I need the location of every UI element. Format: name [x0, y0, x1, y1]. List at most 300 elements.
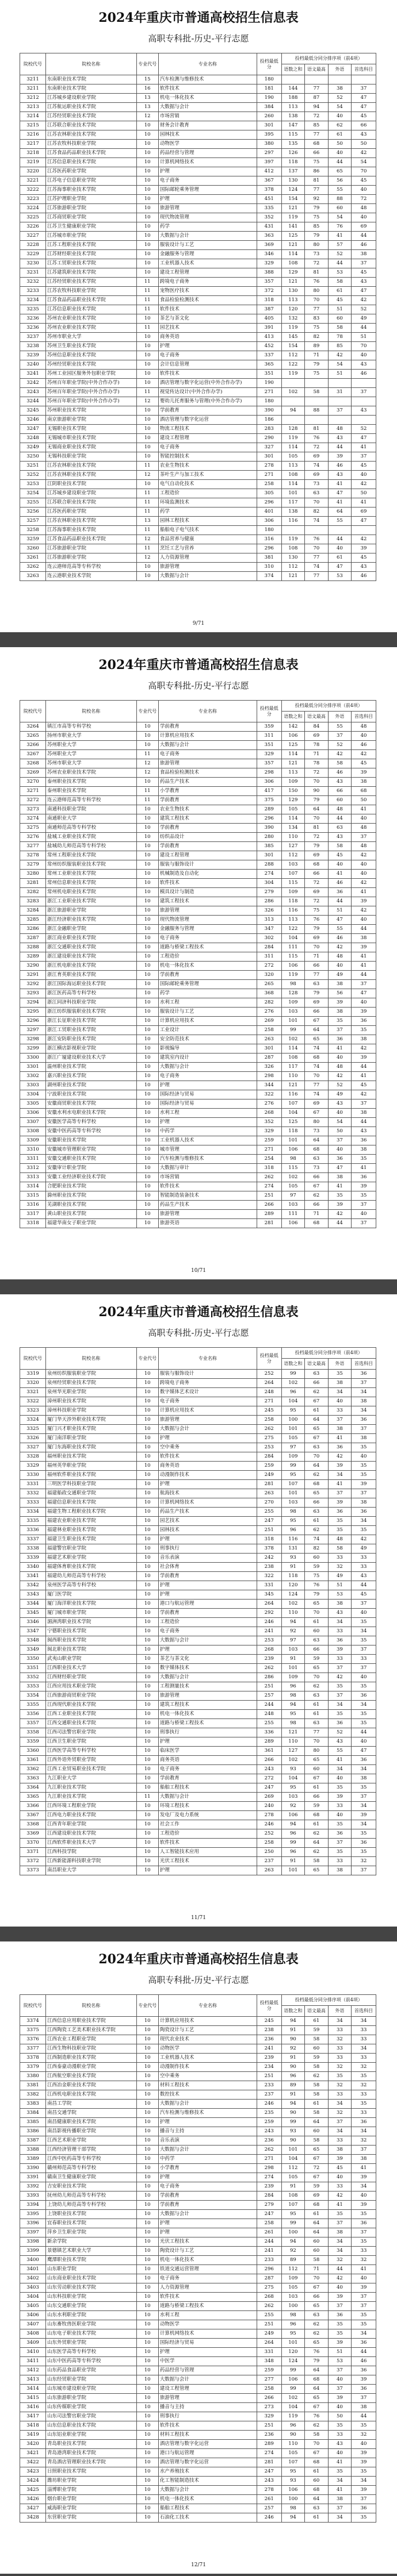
- table-cell: 32: [352, 2063, 376, 2072]
- table-cell: 262: [257, 1425, 281, 1434]
- table-row: [20, 787, 376, 796]
- table-cell: 3282: [20, 888, 46, 897]
- table-cell: 常州工业职业技术学院: [46, 870, 137, 879]
- document-page: [0, 1941, 397, 2574]
- table-cell: 99: [281, 1370, 305, 1379]
- table-cell: 67: [305, 1182, 329, 1191]
- table-cell: 34: [352, 1820, 376, 1829]
- table-cell: 苏州百年职业学院(中外合作办学): [46, 397, 137, 406]
- table-cell: 山东职业学院: [46, 2265, 137, 2274]
- table-cell: 温州职业技术学院: [46, 1063, 137, 1072]
- table-cell: 258: [257, 2385, 281, 2394]
- table-cell: 43: [352, 130, 376, 140]
- table-cell: 3249: [20, 443, 46, 452]
- table-cell: 63: [305, 2504, 329, 2513]
- table-row: [20, 759, 376, 768]
- table-cell: 电子商务: [158, 750, 257, 759]
- table-cell: 福建艺术职业学院: [46, 1554, 137, 1563]
- table-row: [20, 1664, 376, 1673]
- table-cell: 97: [281, 1636, 305, 1645]
- table-cell: 3251: [20, 462, 46, 471]
- table-cell: 10: [136, 1118, 158, 1127]
- table-cell: 239: [257, 2054, 281, 2063]
- table-cell: 37: [352, 1425, 376, 1434]
- table-cell: 36: [352, 2219, 376, 2228]
- table-cell: 10: [136, 1201, 158, 1210]
- table-cell: 大数据与会计: [158, 2100, 257, 2109]
- table-cell: 10: [136, 2100, 158, 2109]
- table-cell: 53: [328, 2357, 352, 2366]
- table-cell: 36: [328, 1443, 352, 1452]
- table-cell: 335: [257, 204, 281, 213]
- table-cell: 10: [136, 2228, 158, 2237]
- table-cell: 64: [305, 2118, 329, 2127]
- table-cell: 山东外贸职业学院: [46, 2339, 137, 2348]
- table-cell: 61: [305, 1710, 329, 1719]
- table-cell: 74: [305, 1063, 329, 1072]
- table-cell: 44: [328, 535, 352, 544]
- table-cell: 48: [352, 824, 376, 833]
- table-cell: 湄洲湾职业技术学院: [46, 1618, 137, 1627]
- table-cell: 72: [352, 195, 376, 204]
- table-cell: 滁州职业技术学院: [46, 1191, 137, 1201]
- table-cell: 3222: [20, 186, 46, 195]
- table-cell: 63: [305, 2311, 329, 2320]
- table-cell: 112: [281, 851, 305, 860]
- table-cell: 3256: [20, 507, 46, 517]
- table-cell: 江西中医药高等专科学校: [46, 2155, 137, 2164]
- table-cell: 104: [281, 2155, 305, 2164]
- table-cell: 65: [305, 2394, 329, 2403]
- table-cell: 道路与桥梁工程技术: [158, 2302, 257, 2311]
- table-row: [20, 195, 376, 204]
- table-cell: 46: [328, 768, 352, 778]
- table-cell: 103: [281, 1793, 305, 1802]
- table-cell: 国际经济与贸易: [158, 2339, 257, 2348]
- table-cell: 63: [328, 824, 352, 833]
- table-cell: 60: [305, 1627, 329, 1636]
- table-cell: 109: [281, 1673, 305, 1682]
- table-cell: 55: [328, 925, 352, 934]
- table-cell: 福建卫生职业技术学院: [46, 1535, 137, 1544]
- table-cell: 物流工程技术: [158, 425, 257, 434]
- table-cell: 11: [136, 278, 158, 287]
- table-cell: 118: [281, 897, 305, 906]
- column-header: 外语: [328, 64, 352, 75]
- table-cell: 304: [257, 879, 281, 888]
- table-cell: 41: [352, 2164, 376, 2173]
- table-cell: 119: [281, 971, 305, 980]
- table-cell: 10: [136, 2440, 158, 2449]
- table-cell: 42: [328, 1673, 352, 1682]
- table-cell: 3287: [20, 934, 46, 943]
- table-cell: 模具设计与制造: [158, 888, 257, 897]
- table-row: [20, 2219, 376, 2228]
- table-cell: 60: [328, 204, 352, 213]
- table-cell: 37: [352, 1219, 376, 1228]
- table-cell: 3409: [20, 2339, 46, 2348]
- table-cell: 92: [281, 2247, 305, 2256]
- table-cell: 240: [257, 1802, 281, 1811]
- table-cell: 64: [305, 2385, 329, 2394]
- table-cell: 10: [136, 860, 158, 870]
- table-cell: 3237: [20, 333, 46, 342]
- table-cell: 酒店管理与数字化运营(中外合作办学): [158, 379, 257, 388]
- table-cell: 58: [305, 2431, 329, 2440]
- table-cell: 42: [328, 750, 352, 759]
- table-cell: 66: [305, 1379, 329, 1388]
- table-cell: 学前教育: [158, 1572, 257, 1581]
- table-cell: 37: [352, 1379, 376, 1388]
- table-cell: 34: [328, 2100, 352, 2109]
- table-cell: 283: [257, 425, 281, 434]
- table-cell: 37: [352, 980, 376, 989]
- table-cell: 290: [257, 434, 281, 443]
- table-cell: 安徽交通职业技术学院: [46, 1155, 137, 1164]
- table-row: [20, 2017, 376, 2026]
- table-cell: 3343: [20, 1590, 46, 1600]
- table-cell: 251: [257, 2320, 281, 2329]
- table-cell: 74: [305, 517, 329, 526]
- table-cell: 36: [328, 1508, 352, 1517]
- table-cell: 江苏农林职业技术学院: [46, 517, 137, 526]
- table-cell: 40: [352, 916, 376, 925]
- table-cell: 243: [257, 2127, 281, 2136]
- table-cell: 3236: [20, 314, 46, 324]
- table-cell: 10: [136, 814, 158, 824]
- table-cell: 10: [136, 158, 158, 167]
- table-cell: 72: [305, 2164, 329, 2173]
- table-cell: 江阴职业技术学院: [46, 480, 137, 489]
- table-row: [20, 750, 376, 759]
- table-cell: 65: [305, 1866, 329, 1875]
- table-cell: 药品经营与管理: [158, 149, 257, 158]
- table-cell: 3279: [20, 860, 46, 870]
- table-cell: 40: [352, 732, 376, 741]
- table-cell: 101: [281, 1136, 305, 1145]
- table-cell: 89: [281, 2256, 305, 2265]
- table-cell: 66: [305, 149, 329, 158]
- table-cell: 70: [305, 296, 329, 305]
- table-row: [20, 112, 376, 121]
- table-cell: 331: [257, 1581, 281, 1590]
- table-cell: 10: [136, 1774, 158, 1783]
- table-cell: 35: [328, 2320, 352, 2329]
- table-cell: 3419: [20, 2431, 46, 2440]
- table-cell: 91: [281, 1655, 305, 1664]
- table-cell: 79: [305, 1590, 329, 1600]
- table-cell: 346: [257, 250, 281, 259]
- table-cell: 山东中医药高等专科学校: [46, 2357, 137, 2366]
- table-cell: 3346: [20, 1618, 46, 1627]
- table-cell: 73: [305, 1164, 329, 1173]
- table-cell: 10: [136, 2090, 158, 2100]
- table-cell: 大数据与会计: [158, 1793, 257, 1802]
- table-cell: 10: [136, 2394, 158, 2403]
- table-cell: 11: [136, 507, 158, 517]
- table-cell: 3261: [20, 553, 46, 563]
- table-cell: 32: [352, 2136, 376, 2146]
- table-cell: 64: [305, 1416, 329, 1425]
- table-cell: 3373: [20, 1866, 46, 1875]
- table-cell: 39: [352, 897, 376, 906]
- table-cell: 10: [136, 1618, 158, 1627]
- table-cell: 福州职业技术学院: [46, 1452, 137, 1462]
- column-header: 外语: [328, 1359, 352, 1370]
- table-cell: 116: [281, 517, 305, 526]
- table-cell: 旅游管理: [158, 1210, 257, 1219]
- table-cell: 3219: [20, 158, 46, 167]
- table-cell: 63: [305, 1370, 329, 1379]
- table-cell: 44: [328, 158, 352, 167]
- table-cell: 40: [352, 1609, 376, 1618]
- table-cell: 41: [328, 2458, 352, 2467]
- table-cell: 软件技术: [158, 370, 257, 379]
- table-cell: 41: [328, 2201, 352, 2210]
- table-cell: 43: [352, 360, 376, 370]
- table-cell: 11: [136, 526, 158, 535]
- table-cell: 66: [305, 1173, 329, 1182]
- table-cell: 37: [352, 452, 376, 462]
- table-cell: 10: [136, 2375, 158, 2385]
- table-cell: 15: [136, 75, 158, 84]
- table-cell: 3329: [20, 1462, 46, 1471]
- table-cell: 58: [305, 2081, 329, 2090]
- table-cell: 安徽工业经济职业技术学院: [46, 1173, 137, 1182]
- table-cell: 269: [257, 1793, 281, 1802]
- table-cell: 69: [305, 452, 329, 462]
- table-cell: 46: [352, 370, 376, 379]
- table-cell: 旅游管理: [158, 759, 257, 768]
- table-cell: 武夷山职业学院: [46, 1655, 137, 1664]
- table-cell: 10: [136, 2339, 158, 2348]
- table-cell: 246: [257, 2513, 281, 2523]
- table-cell: 121: [281, 1081, 305, 1090]
- table-row: [20, 741, 376, 750]
- table-cell: 34: [352, 2477, 376, 2486]
- table-cell: 61: [305, 2467, 329, 2477]
- table-cell: 江西旅游商贸职业学院: [46, 1691, 137, 1701]
- table-cell: 32: [328, 2063, 352, 2072]
- table-cell: 3296: [20, 1017, 46, 1026]
- table-cell: 江西外语外贸职业学院: [46, 1756, 137, 1765]
- table-row: [20, 1554, 376, 1563]
- table-cell: 75: [305, 213, 329, 222]
- table-cell: 236: [257, 2136, 281, 2146]
- table-cell: 35: [352, 2421, 376, 2431]
- table-cell: 临床医学: [158, 1747, 257, 1756]
- table-cell: 244: [257, 2237, 281, 2247]
- table-cell: 106: [281, 1145, 305, 1155]
- table-cell: 107: [281, 1480, 305, 1489]
- table-cell: 242: [257, 1554, 281, 1563]
- table-cell: 3305: [20, 1099, 46, 1109]
- table-row: [20, 370, 376, 379]
- table-cell: 35: [328, 1191, 352, 1201]
- table-cell: 76: [305, 535, 329, 544]
- table-cell: 37: [328, 1691, 352, 1701]
- table-cell: 建筑工程技术: [158, 897, 257, 906]
- table-row: [20, 1701, 376, 1710]
- column-header: 院校代号: [20, 1348, 46, 1370]
- table-cell: 10: [136, 2320, 158, 2329]
- table-cell: 11: [136, 1793, 158, 1802]
- table-cell: 247: [257, 1517, 281, 1526]
- table-cell: 101: [281, 2339, 305, 2348]
- table-cell: 275: [257, 2283, 281, 2293]
- table-cell: 机电一体化技术: [158, 962, 257, 971]
- table-cell: 43: [352, 563, 376, 572]
- table-cell: 大数据与会计: [158, 1673, 257, 1682]
- table-cell: 234: [257, 2063, 281, 2072]
- table-cell: 262: [257, 1664, 281, 1673]
- table-cell: 护理: [158, 2173, 257, 2182]
- table-cell: 91: [281, 2090, 305, 2100]
- table-cell: 3211: [20, 84, 46, 94]
- table-row: [20, 544, 376, 553]
- table-cell: 12: [136, 535, 158, 544]
- page-number: 10/71: [191, 1268, 206, 1274]
- table-cell: 37: [352, 1099, 376, 1109]
- table-cell: 115: [281, 879, 305, 888]
- table-row: [20, 2440, 376, 2449]
- table-cell: 104: [281, 1774, 305, 1783]
- table-cell: 278: [257, 462, 281, 471]
- table-cell: 374: [257, 572, 281, 581]
- table-cell: 82: [305, 507, 329, 517]
- table-cell: 3273: [20, 805, 46, 814]
- table-cell: 安徽审计职业学院: [46, 1164, 137, 1173]
- table-cell: 小学教育: [158, 787, 257, 796]
- table-cell: 306: [257, 778, 281, 787]
- table-row: [20, 342, 376, 351]
- table-cell: 安徽医学高等专科学校: [46, 1118, 137, 1127]
- table-cell: 45: [352, 553, 376, 563]
- table-cell: 65: [305, 1600, 329, 1609]
- table-cell: 3390: [20, 2164, 46, 2173]
- table-cell: 3352: [20, 1673, 46, 1682]
- table-cell: 69: [305, 1099, 329, 1109]
- table-cell: 40: [352, 1737, 376, 1747]
- table-cell: 40: [328, 2375, 352, 2385]
- table-cell: 36: [328, 2311, 352, 2320]
- table-cell: 3369: [20, 1829, 46, 1839]
- table-cell: 3339: [20, 1554, 46, 1563]
- table-cell: 江西软件职业技术大学: [46, 1839, 137, 1848]
- table-cell: 104: [281, 2403, 305, 2412]
- table-cell: 3285: [20, 916, 46, 925]
- table-row: [20, 768, 376, 778]
- table-cell: 江西应用技术职业学院: [46, 1682, 137, 1691]
- table-row: [20, 2256, 376, 2265]
- table-cell: 11: [136, 796, 158, 805]
- table-cell: 船舶工程技术: [158, 1783, 257, 1793]
- table-cell: 食品检验检测技术: [158, 296, 257, 305]
- table-cell: 3380: [20, 2072, 46, 2081]
- table-row: [20, 971, 376, 980]
- table-cell: 37: [352, 259, 376, 268]
- table-cell: 98: [281, 980, 305, 989]
- table-cell: 3368: [20, 1820, 46, 1829]
- table-cell: 3410: [20, 2348, 46, 2357]
- table-cell: 青岛港湾职业技术学院: [46, 2449, 137, 2458]
- table-cell: 电子商务: [158, 176, 257, 186]
- table-cell: 3224: [20, 204, 46, 213]
- table-cell: 浙江长征职业技术学院: [46, 1017, 137, 1026]
- table-cell: 旅游英语: [158, 1219, 257, 1228]
- table-cell: 苏州职业大学: [46, 750, 137, 759]
- table-cell: 271: [257, 471, 281, 480]
- table-cell: 3360: [20, 1747, 46, 1756]
- table-cell: 102: [281, 1173, 305, 1182]
- table-cell: 38: [328, 1379, 352, 1388]
- table-cell: 390: [257, 824, 281, 833]
- table-cell: 42: [328, 943, 352, 952]
- table-cell: 园林工程技术: [158, 517, 257, 526]
- table-cell: 会计信息管理: [158, 360, 257, 370]
- table-row: [20, 952, 376, 962]
- table-cell: 12: [136, 471, 158, 480]
- table-cell: 266: [257, 2394, 281, 2403]
- table-row: [20, 1219, 376, 1228]
- table-cell: 10: [136, 2026, 158, 2035]
- table-row: [20, 535, 376, 544]
- table-cell: 10: [136, 351, 158, 360]
- column-group-header: 投档最低分同分排序项（前4项）: [281, 53, 376, 64]
- table-cell: 安全防范技术: [158, 1035, 257, 1044]
- table-cell: 39: [352, 1480, 376, 1489]
- table-cell: 13: [136, 103, 158, 112]
- table-cell: 137: [281, 167, 305, 176]
- table-cell: 72: [305, 112, 329, 121]
- table-cell: 淄博职业学院: [46, 2486, 137, 2495]
- table-cell: 77: [305, 572, 329, 581]
- table-row: [20, 158, 376, 167]
- table-cell: 41: [328, 1756, 352, 1765]
- table-cell: 329: [257, 259, 281, 268]
- table-cell: 大数据与会计: [158, 1425, 257, 1434]
- table-cell: 10: [136, 1498, 158, 1508]
- table-cell: 10: [136, 480, 158, 489]
- table-cell: 251: [257, 1191, 281, 1201]
- table-cell: 105: [281, 805, 305, 814]
- table-cell: 274: [257, 2173, 281, 2182]
- table-cell: 3414: [20, 2385, 46, 2394]
- table-cell: 66: [305, 1645, 329, 1655]
- table-cell: 铁道交通运营管理: [158, 2265, 257, 2274]
- table-cell: 10: [136, 222, 158, 232]
- table-cell: 10: [136, 2495, 158, 2504]
- table-cell: 34: [352, 1765, 376, 1774]
- table-cell: 104: [281, 934, 305, 943]
- table-cell: [328, 75, 352, 84]
- table-cell: 35: [352, 1443, 376, 1452]
- table-cell: 35: [328, 2072, 352, 2081]
- table-row: [20, 1462, 376, 1471]
- table-cell: 101: [281, 1866, 305, 1875]
- table-cell: 68: [305, 860, 329, 870]
- table-cell: 66: [352, 121, 376, 130]
- table-cell: 89: [305, 342, 329, 351]
- table-row: [20, 1388, 376, 1397]
- table-cell: 3345: [20, 1609, 46, 1618]
- table-cell: 10: [136, 204, 158, 213]
- table-row: [20, 2375, 376, 2385]
- table-cell: 10: [136, 2311, 158, 2320]
- table-cell: 浙江经济职业技术学院: [46, 916, 137, 925]
- column-header: 语文最高: [305, 2006, 329, 2017]
- table-cell: 江苏医药职业学院: [46, 507, 137, 517]
